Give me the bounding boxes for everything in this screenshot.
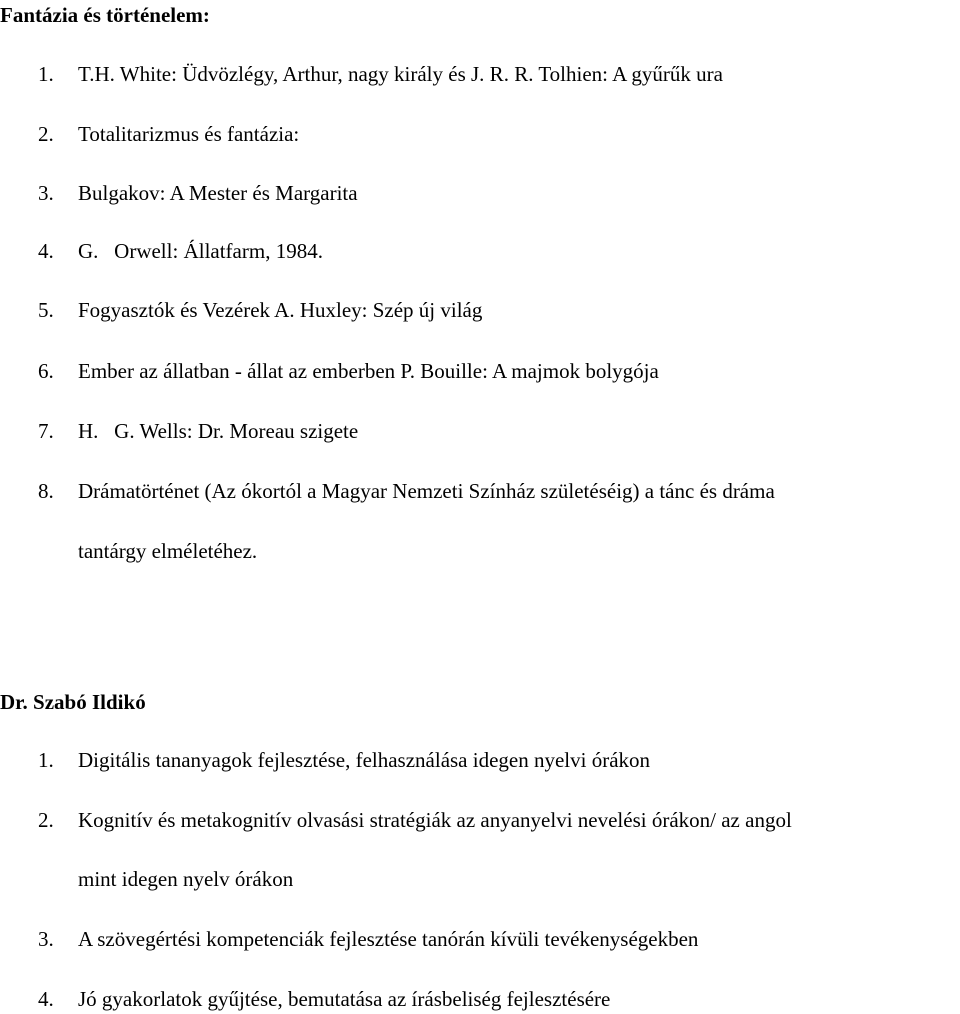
section-heading-author: Dr. Szabó Ildikó xyxy=(0,690,146,714)
list-item-number: 8. xyxy=(38,479,54,503)
list-item-continuation: tantárgy elméletéhez. xyxy=(78,539,258,563)
list-item-number: 1. xyxy=(38,62,54,86)
list-item-text: Bulgakov: A Mester és Margarita xyxy=(78,181,358,205)
list-item-number: 4. xyxy=(38,987,54,1011)
list-item-text: Ember az állatban - állat az emberben P. Bouille: A majmok bolygója xyxy=(78,359,659,383)
list-item-text: Drámatörténet (Az ókortól a Magyar Nemzeti Színház születéséig) a tánc és dráma xyxy=(78,479,775,503)
list-item-text: G. Orwell: Állatfarm, 1984. xyxy=(78,239,323,263)
section-heading-fantasy: Fantázia és történelem: xyxy=(0,3,210,27)
list-item-text: Fogyasztók és Vezérek A. Huxley: Szép új világ xyxy=(78,298,483,322)
list-item-text: A szövegértési kompetenciák fejlesztése tanórán kívüli tevékenységekben xyxy=(78,927,699,951)
list-item-number: 6. xyxy=(38,359,54,383)
list-item-text: Jó gyakorlatok gyűjtése, bemutatása az írásbeliség fejlesztésére xyxy=(78,987,611,1011)
list-item-number: 4. xyxy=(38,239,54,263)
list-item-text: Totalitarizmus és fantázia: xyxy=(78,122,300,146)
list-item-text: T.H. White: Üdvözlégy, Arthur, nagy király és J. R. R. Tolhien: A gyűrűk ura xyxy=(78,62,723,86)
list-item-number: 2. xyxy=(38,122,54,146)
list-item-number: 1. xyxy=(38,748,54,772)
list-item-text: Kognitív és metakognitív olvasási stratégiák az anyanyelvi nevelési órákon/ az angol xyxy=(78,808,792,832)
list-item-text: Digitális tananyagok fejlesztése, felhasználása idegen nyelvi órákon xyxy=(78,748,651,772)
list-item-number: 3. xyxy=(38,181,54,205)
list-item-text: H. G. Wells: Dr. Moreau szigete xyxy=(78,419,359,443)
list-item-number: 5. xyxy=(38,298,54,322)
list-item-number: 2. xyxy=(38,808,54,832)
list-item-number: 7. xyxy=(38,419,54,443)
list-item-number: 3. xyxy=(38,927,54,951)
list-item-continuation: mint idegen nyelv órákon xyxy=(78,867,294,891)
